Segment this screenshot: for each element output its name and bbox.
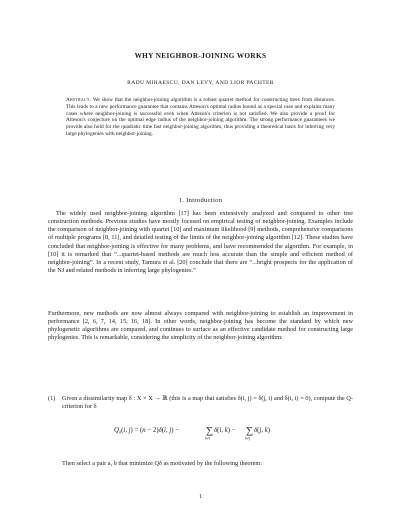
section-heading-introduction: 1. Introduction bbox=[178, 197, 223, 204]
paragraph-1 bbox=[48, 210, 353, 275]
abstract bbox=[66, 97, 335, 138]
paragraph-2 bbox=[48, 310, 353, 343]
algorithm-step-text: Given a dissimilarity map δ : X × X → ℝ (this is a map that satisfies δ(i, j) = δ(j, i) and δ(i, i) = 0), compute the Q-criterion for δ bbox=[62, 395, 353, 411]
algorithm-step-number: (1) bbox=[48, 395, 56, 402]
paragraph-1-text: The widely used neighbor-joining algorithm [17] has been extensively analyzed and compared to other tree construction methods. Previous studies have mostly focused on empirical testing of neighbor-joining. Examples include the comparison of neighbor-joining with quartet [10] and maximum likelihood [9] methods, comprehensive comparisons of multiple programs [8, 11], and detailed testing of the limits of the neighbor-joining algorithm [12]. These studies have concluded that neighbor-joining is effective for many problems, and have recommended the algorithm. For example, in [10] it is remarked that “...quartet-based methods are much less accurate than the simple and efficient method of neighbor-joining”. In a recent study, Tamura et al. [20] conclude that there are “...bright prospects for the application of the NJ and related methods in inferring large phylogenies.” bbox=[48, 210, 353, 275]
abstract-label: Abstract. bbox=[66, 97, 91, 103]
svg-text:Qδ(i, j) = (n − 2)δ(i, j) −: $Q_\delta(i$, j) = (n − 2)δ(i, j) − bbox=[114, 427, 180, 435]
svg-text:∑: ∑ bbox=[246, 425, 254, 437]
page-number: 1 bbox=[199, 494, 202, 500]
abstract-text: We show that the neighbor-joining algorithm is a robust quartet method for constructing trees from distances. This leads to a new performance guarantee that contains Atteson's optimal radius bound as a special case and explains many cases where neighbor-joining is successful even when Atteson's criterion is not satisfied. We also provide a proof for Atteson's conjecture on the optimal edge radius of the neighbor-joining algorithm. The strong performance guarantees we provide also hold for the quadratic time fast neighbor-joining algorithm, thus providing a theoretical basis for inferring very large phylogenies with neighbor-joining. bbox=[66, 97, 335, 137]
paragraph-2-text: Furthermore, new methods are now almost always compared with neighbor-joining to establish an improvement in performance [2, 6, 7, 14, 15, 16, 18]. In other words, neighbor-joining has become the standard by which new phylogenetic algorithms are compared, and continues to surface as an effective candidate method for constructing large phylogenies. This is remarkable, considering the simplicity of the neighbor-joining algorithm: bbox=[48, 310, 353, 342]
equation-followup-text: Then select a pair a, b that minimize Qδ as motivated by the following theorem: bbox=[62, 460, 262, 467]
svg-text:∑: ∑ bbox=[206, 425, 214, 437]
paper-title: WHY NEIGHBOR-JOINING WORKS bbox=[134, 52, 267, 60]
q-criterion-equation bbox=[114, 423, 294, 441]
svg-text:δ(j, k): δ(j, k) bbox=[254, 427, 271, 434]
svg-text:δ(i, k) −: δ(i, k) − bbox=[214, 427, 236, 434]
algorithm-step-1 bbox=[48, 395, 353, 411]
svg-text:k≠j: k≠j bbox=[245, 435, 251, 441]
paper-authors: RADU MIHAESCU, DAN LEVY, AND LIOR PACHTER bbox=[127, 80, 274, 86]
svg-text:k≠i: k≠i bbox=[205, 435, 211, 441]
